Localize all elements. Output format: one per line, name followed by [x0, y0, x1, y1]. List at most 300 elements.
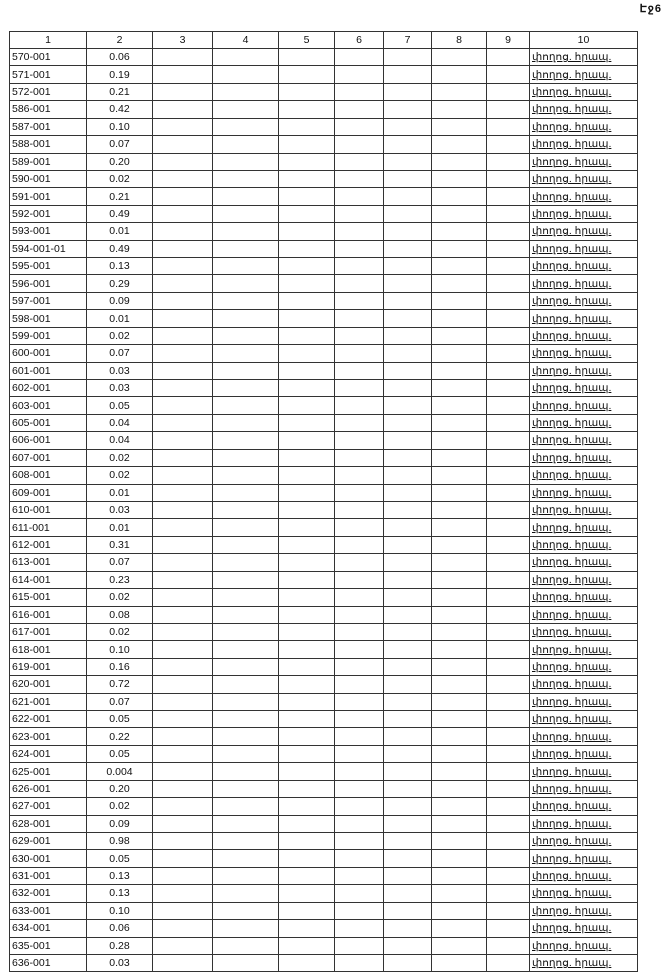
empty-cell [384, 205, 432, 222]
empty-cell [487, 571, 530, 588]
empty-cell [153, 240, 213, 257]
empty-cell [335, 623, 384, 640]
empty-cell [153, 380, 213, 397]
empty-cell [432, 188, 487, 205]
empty-cell [487, 292, 530, 309]
empty-cell [384, 798, 432, 815]
empty-cell [279, 275, 335, 292]
parcel-code-cell: 595-001 [10, 258, 87, 275]
purpose-cell: փողոց. հրապ. [530, 780, 638, 797]
empty-cell [384, 815, 432, 832]
empty-cell [384, 902, 432, 919]
empty-cell [213, 170, 279, 187]
empty-cell [432, 728, 487, 745]
empty-cell [279, 66, 335, 83]
empty-cell [279, 292, 335, 309]
empty-cell [432, 623, 487, 640]
area-cell: 0.20 [87, 780, 153, 797]
purpose-cell: փողոց. հրապ. [530, 223, 638, 240]
empty-cell [213, 937, 279, 954]
empty-cell [153, 188, 213, 205]
empty-cell [384, 345, 432, 362]
empty-cell [279, 536, 335, 553]
empty-cell [432, 902, 487, 919]
empty-cell [384, 449, 432, 466]
parcel-code-cell: 570-001 [10, 49, 87, 66]
empty-cell [487, 223, 530, 240]
empty-cell [432, 641, 487, 658]
area-cell: 0.06 [87, 920, 153, 937]
parcel-code-cell: 601-001 [10, 362, 87, 379]
purpose-cell: փողոց. հրապ. [530, 397, 638, 414]
parcel-code-cell: 588-001 [10, 136, 87, 153]
empty-cell [213, 815, 279, 832]
empty-cell [213, 484, 279, 501]
purpose-cell: փողոց. հրապ. [530, 362, 638, 379]
empty-cell [384, 414, 432, 431]
empty-cell [487, 66, 530, 83]
purpose-cell: փողոց. հրապ. [530, 449, 638, 466]
empty-cell [335, 850, 384, 867]
purpose-cell: փողոց. հրապ. [530, 623, 638, 640]
empty-cell [279, 467, 335, 484]
empty-cell [213, 310, 279, 327]
empty-cell [487, 275, 530, 292]
purpose-cell: փողոց. հրապ. [530, 205, 638, 222]
purpose-cell: փողոց. հրապ. [530, 711, 638, 728]
empty-cell [153, 623, 213, 640]
empty-cell [335, 920, 384, 937]
empty-cell [432, 867, 487, 884]
header-row [10, 32, 638, 49]
empty-cell [487, 449, 530, 466]
parcel-code-cell: 619-001 [10, 658, 87, 675]
parcel-code-cell: 594-001-01 [10, 240, 87, 257]
empty-cell [213, 832, 279, 849]
parcel-code-cell: 624-001 [10, 745, 87, 762]
column-header: 5 [279, 32, 335, 49]
area-cell: 0.02 [87, 798, 153, 815]
empty-cell [487, 554, 530, 571]
table-row [10, 66, 638, 83]
empty-cell [335, 275, 384, 292]
table-row [10, 275, 638, 292]
parcel-code-cell: 593-001 [10, 223, 87, 240]
purpose-cell: փողոց. հրապ. [530, 432, 638, 449]
empty-cell [213, 920, 279, 937]
purpose-cell: փողոց. հրապ. [530, 745, 638, 762]
empty-cell [432, 658, 487, 675]
empty-cell [153, 519, 213, 536]
parcel-code-cell: 628-001 [10, 815, 87, 832]
table-row [10, 641, 638, 658]
empty-cell [384, 937, 432, 954]
empty-cell [279, 83, 335, 100]
area-cell: 0.07 [87, 554, 153, 571]
empty-cell [279, 362, 335, 379]
parcel-code-cell: 611-001 [10, 519, 87, 536]
empty-cell [432, 136, 487, 153]
empty-cell [213, 536, 279, 553]
empty-cell [153, 136, 213, 153]
purpose-cell: փողոց. հրապ. [530, 571, 638, 588]
column-header: 3 [153, 32, 213, 49]
empty-cell [335, 867, 384, 884]
empty-cell [153, 449, 213, 466]
empty-cell [384, 484, 432, 501]
empty-cell [335, 414, 384, 431]
empty-cell [213, 240, 279, 257]
empty-cell [432, 832, 487, 849]
empty-cell [279, 118, 335, 135]
empty-cell [153, 467, 213, 484]
empty-cell [335, 571, 384, 588]
empty-cell [213, 205, 279, 222]
land-register-table [9, 31, 638, 972]
empty-cell [213, 902, 279, 919]
empty-cell [153, 937, 213, 954]
table-row [10, 223, 638, 240]
empty-cell [335, 380, 384, 397]
empty-cell [432, 536, 487, 553]
empty-cell [384, 780, 432, 797]
empty-cell [279, 205, 335, 222]
empty-cell [384, 101, 432, 118]
table-row [10, 536, 638, 553]
empty-cell [384, 153, 432, 170]
empty-cell [213, 554, 279, 571]
empty-cell [487, 937, 530, 954]
empty-cell [384, 867, 432, 884]
parcel-code-cell: 591-001 [10, 188, 87, 205]
empty-cell [432, 519, 487, 536]
table-row [10, 258, 638, 275]
table-row [10, 49, 638, 66]
table-row [10, 676, 638, 693]
empty-cell [279, 136, 335, 153]
empty-cell [384, 885, 432, 902]
empty-cell [432, 292, 487, 309]
empty-cell [213, 589, 279, 606]
parcel-code-cell: 632-001 [10, 885, 87, 902]
empty-cell [487, 310, 530, 327]
empty-cell [432, 240, 487, 257]
empty-cell [153, 554, 213, 571]
parcel-code-cell: 634-001 [10, 920, 87, 937]
empty-cell [432, 484, 487, 501]
area-cell: 0.42 [87, 101, 153, 118]
empty-cell [335, 397, 384, 414]
parcel-code-cell: 626-001 [10, 780, 87, 797]
column-header: 6 [335, 32, 384, 49]
table-row [10, 345, 638, 362]
empty-cell [487, 380, 530, 397]
area-cell: 0.28 [87, 937, 153, 954]
area-cell: 0.22 [87, 728, 153, 745]
empty-cell [213, 571, 279, 588]
empty-cell [213, 414, 279, 431]
empty-cell [213, 292, 279, 309]
empty-cell [279, 780, 335, 797]
empty-cell [487, 240, 530, 257]
purpose-cell: փողոց. հրապ. [530, 484, 638, 501]
empty-cell [487, 832, 530, 849]
empty-cell [432, 345, 487, 362]
empty-cell [335, 832, 384, 849]
empty-cell [153, 902, 213, 919]
table-row [10, 623, 638, 640]
empty-cell [213, 728, 279, 745]
table-row [10, 554, 638, 571]
purpose-cell: փողոց. հրապ. [530, 467, 638, 484]
parcel-code-cell: 612-001 [10, 536, 87, 553]
empty-cell [213, 66, 279, 83]
empty-cell [384, 658, 432, 675]
area-cell: 0.49 [87, 240, 153, 257]
empty-cell [153, 763, 213, 780]
parcel-code-cell: 630-001 [10, 850, 87, 867]
empty-cell [335, 780, 384, 797]
purpose-cell: փողոց. հրապ. [530, 676, 638, 693]
empty-cell [153, 205, 213, 222]
purpose-cell: փողոց. հրապ. [530, 66, 638, 83]
empty-cell [432, 397, 487, 414]
empty-cell [213, 101, 279, 118]
purpose-cell: փողոց. հրապ. [530, 693, 638, 710]
parcel-code-cell: 633-001 [10, 902, 87, 919]
empty-cell [335, 606, 384, 623]
empty-cell [213, 641, 279, 658]
empty-cell [279, 745, 335, 762]
empty-cell [432, 850, 487, 867]
empty-cell [487, 362, 530, 379]
column-header: 9 [487, 32, 530, 49]
empty-cell [153, 676, 213, 693]
page-number: Էջ6 [639, 3, 662, 15]
empty-cell [153, 275, 213, 292]
empty-cell [432, 571, 487, 588]
area-cell: 0.09 [87, 815, 153, 832]
empty-cell [153, 885, 213, 902]
empty-cell [487, 258, 530, 275]
empty-cell [279, 676, 335, 693]
empty-cell [384, 536, 432, 553]
empty-cell [335, 153, 384, 170]
empty-cell [153, 571, 213, 588]
empty-cell [384, 571, 432, 588]
empty-cell [487, 153, 530, 170]
parcel-code-cell: 603-001 [10, 397, 87, 414]
parcel-code-cell: 597-001 [10, 292, 87, 309]
table-row [10, 101, 638, 118]
empty-cell [384, 728, 432, 745]
table-row [10, 815, 638, 832]
area-cell: 0.02 [87, 623, 153, 640]
empty-cell [335, 136, 384, 153]
empty-cell [487, 676, 530, 693]
purpose-cell: փողոց. հրապ. [530, 832, 638, 849]
parcel-code-cell: 606-001 [10, 432, 87, 449]
empty-cell [213, 449, 279, 466]
empty-cell [432, 362, 487, 379]
empty-cell [384, 397, 432, 414]
area-cell: 0.10 [87, 118, 153, 135]
empty-cell [335, 763, 384, 780]
empty-cell [487, 170, 530, 187]
purpose-cell: փողոց. հրապ. [530, 536, 638, 553]
purpose-cell: փողոց. հրապ. [530, 850, 638, 867]
column-header: 4 [213, 32, 279, 49]
area-cell: 0.05 [87, 745, 153, 762]
parcel-code-cell: 616-001 [10, 606, 87, 623]
area-cell: 0.03 [87, 954, 153, 971]
column-header: 2 [87, 32, 153, 49]
parcel-code-cell: 596-001 [10, 275, 87, 292]
empty-cell [279, 484, 335, 501]
empty-cell [213, 118, 279, 135]
empty-cell [153, 66, 213, 83]
area-cell: 0.01 [87, 223, 153, 240]
empty-cell [384, 188, 432, 205]
empty-cell [487, 780, 530, 797]
empty-cell [335, 66, 384, 83]
empty-cell [487, 327, 530, 344]
empty-cell [432, 711, 487, 728]
area-cell: 0.01 [87, 310, 153, 327]
empty-cell [279, 850, 335, 867]
empty-cell [213, 153, 279, 170]
table-row [10, 606, 638, 623]
area-cell: 0.05 [87, 850, 153, 867]
empty-cell [153, 693, 213, 710]
empty-cell [335, 554, 384, 571]
empty-cell [384, 763, 432, 780]
empty-cell [432, 380, 487, 397]
purpose-cell: փողոց. հրապ. [530, 606, 638, 623]
table-row [10, 240, 638, 257]
empty-cell [335, 345, 384, 362]
empty-cell [153, 414, 213, 431]
parcel-code-cell: 602-001 [10, 380, 87, 397]
area-cell: 0.03 [87, 501, 153, 518]
empty-cell [384, 83, 432, 100]
empty-cell [153, 641, 213, 658]
empty-cell [432, 937, 487, 954]
table-row [10, 327, 638, 344]
table-row [10, 728, 638, 745]
empty-cell [432, 118, 487, 135]
empty-cell [279, 867, 335, 884]
empty-cell [432, 170, 487, 187]
empty-cell [432, 606, 487, 623]
empty-cell [279, 501, 335, 518]
column-header: 8 [432, 32, 487, 49]
purpose-cell: փողոց. հրապ. [530, 380, 638, 397]
empty-cell [487, 745, 530, 762]
empty-cell [213, 658, 279, 675]
parcel-code-cell: 614-001 [10, 571, 87, 588]
empty-cell [487, 728, 530, 745]
area-cell: 0.20 [87, 153, 153, 170]
empty-cell [279, 641, 335, 658]
empty-cell [432, 745, 487, 762]
empty-cell [335, 292, 384, 309]
empty-cell [153, 711, 213, 728]
table-row [10, 310, 638, 327]
empty-cell [384, 641, 432, 658]
area-cell: 0.98 [87, 832, 153, 849]
area-cell: 0.07 [87, 345, 153, 362]
area-cell: 0.004 [87, 763, 153, 780]
parcel-code-cell: 607-001 [10, 449, 87, 466]
empty-cell [153, 867, 213, 884]
table-row [10, 380, 638, 397]
empty-cell [384, 362, 432, 379]
purpose-cell: փողոց. հրապ. [530, 275, 638, 292]
empty-cell [487, 501, 530, 518]
parcel-code-cell: 627-001 [10, 798, 87, 815]
empty-cell [213, 397, 279, 414]
empty-cell [213, 188, 279, 205]
purpose-cell: փողոց. հրապ. [530, 867, 638, 884]
area-cell: 0.23 [87, 571, 153, 588]
empty-cell [384, 676, 432, 693]
column-header: 7 [384, 32, 432, 49]
parcel-code-cell: 609-001 [10, 484, 87, 501]
empty-cell [432, 763, 487, 780]
empty-cell [335, 536, 384, 553]
empty-cell [279, 519, 335, 536]
empty-cell [384, 292, 432, 309]
table-row [10, 83, 638, 100]
empty-cell [487, 641, 530, 658]
empty-cell [335, 240, 384, 257]
purpose-cell: փողոց. հրապ. [530, 345, 638, 362]
empty-cell [153, 606, 213, 623]
empty-cell [432, 101, 487, 118]
empty-cell [279, 902, 335, 919]
purpose-cell: փողոց. հրապ. [530, 728, 638, 745]
table-body [10, 49, 638, 972]
empty-cell [384, 467, 432, 484]
empty-cell [432, 49, 487, 66]
empty-cell [153, 920, 213, 937]
parcel-code-cell: 586-001 [10, 101, 87, 118]
parcel-code-cell: 631-001 [10, 867, 87, 884]
parcel-code-cell: 590-001 [10, 170, 87, 187]
empty-cell [335, 83, 384, 100]
empty-cell [213, 885, 279, 902]
empty-cell [384, 850, 432, 867]
empty-cell [487, 536, 530, 553]
parcel-code-cell: 613-001 [10, 554, 87, 571]
purpose-cell: փողոց. հրապ. [530, 920, 638, 937]
purpose-cell: փողոց. հրապ. [530, 170, 638, 187]
empty-cell [153, 258, 213, 275]
empty-cell [432, 223, 487, 240]
table-row [10, 205, 638, 222]
empty-cell [335, 101, 384, 118]
empty-cell [213, 623, 279, 640]
empty-cell [384, 432, 432, 449]
empty-cell [335, 205, 384, 222]
parcel-code-cell: 636-001 [10, 954, 87, 971]
purpose-cell: փողոց. հրապ. [530, 240, 638, 257]
purpose-cell: փողոց. հրապ. [530, 153, 638, 170]
table-row [10, 867, 638, 884]
empty-cell [432, 693, 487, 710]
empty-cell [213, 258, 279, 275]
